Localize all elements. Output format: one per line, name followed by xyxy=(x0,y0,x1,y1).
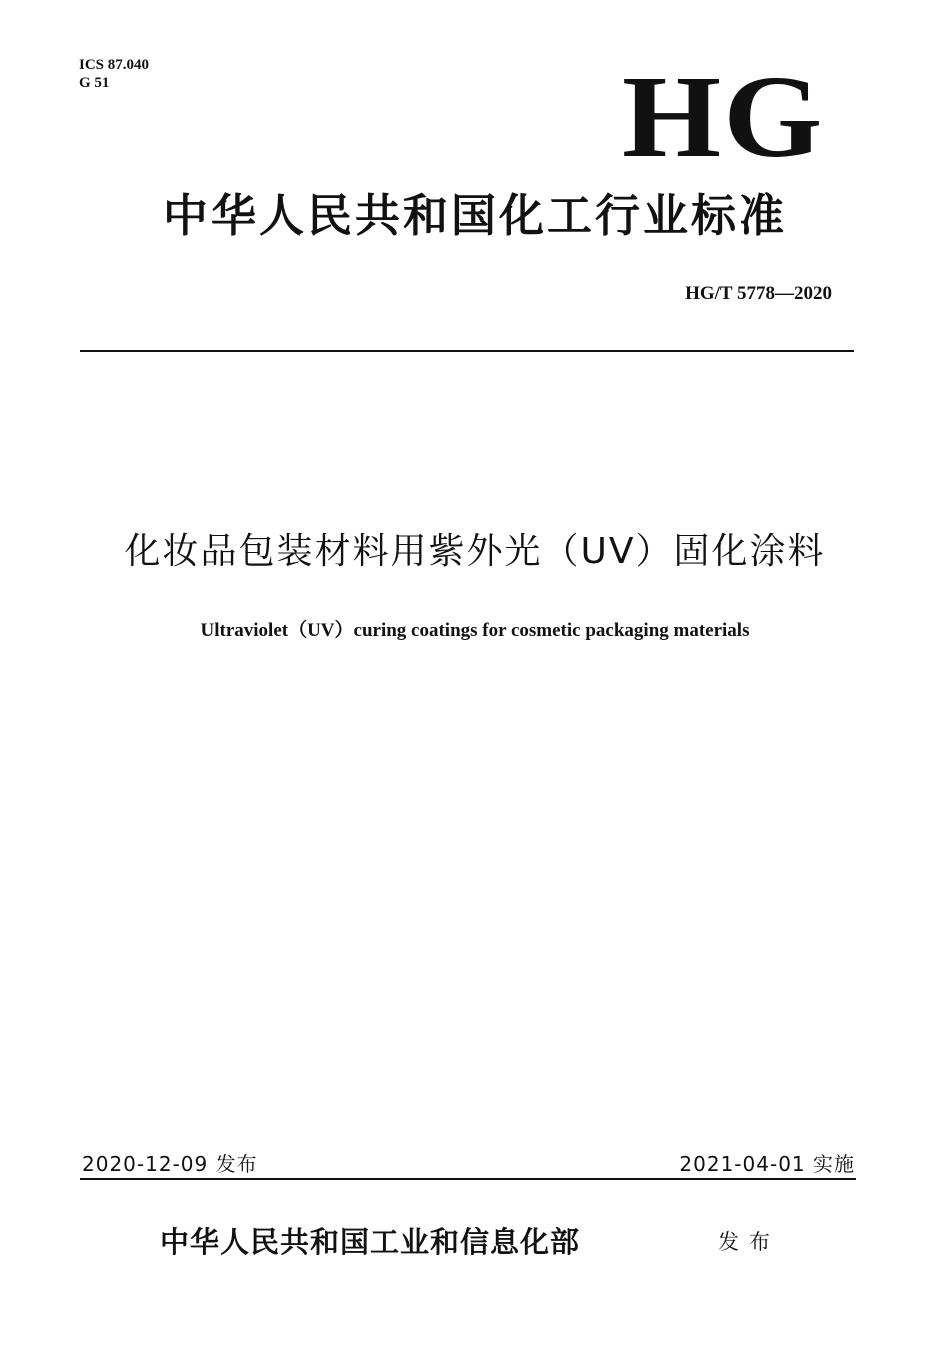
standard-number: HG/T 5778—2020 xyxy=(685,283,832,304)
authority-title: 中华人民共和国化工行业标准 xyxy=(162,189,787,242)
header-divider xyxy=(80,350,854,352)
ics-code: ICS 87.040 xyxy=(79,57,150,73)
issue-label: 发布 xyxy=(718,1230,780,1254)
document-title-chinese: 化妆品包装材料用紫外光（UV）固化涂料 xyxy=(124,531,826,572)
publish-date: 2020-12-09 发布 xyxy=(82,1152,258,1176)
footer-divider xyxy=(80,1178,856,1180)
issuing-authority: 中华人民共和国工业和信息化部 xyxy=(160,1225,581,1259)
hg-logo: HG xyxy=(622,51,825,182)
ccs-code: G 51 xyxy=(79,75,110,91)
classification-codes xyxy=(79,56,149,92)
document-title-english: Ultraviolet（UV）curing coatings for cosmetic packaging materials xyxy=(200,620,750,641)
implementation-date: 2021-04-01 实施 xyxy=(679,1152,855,1176)
